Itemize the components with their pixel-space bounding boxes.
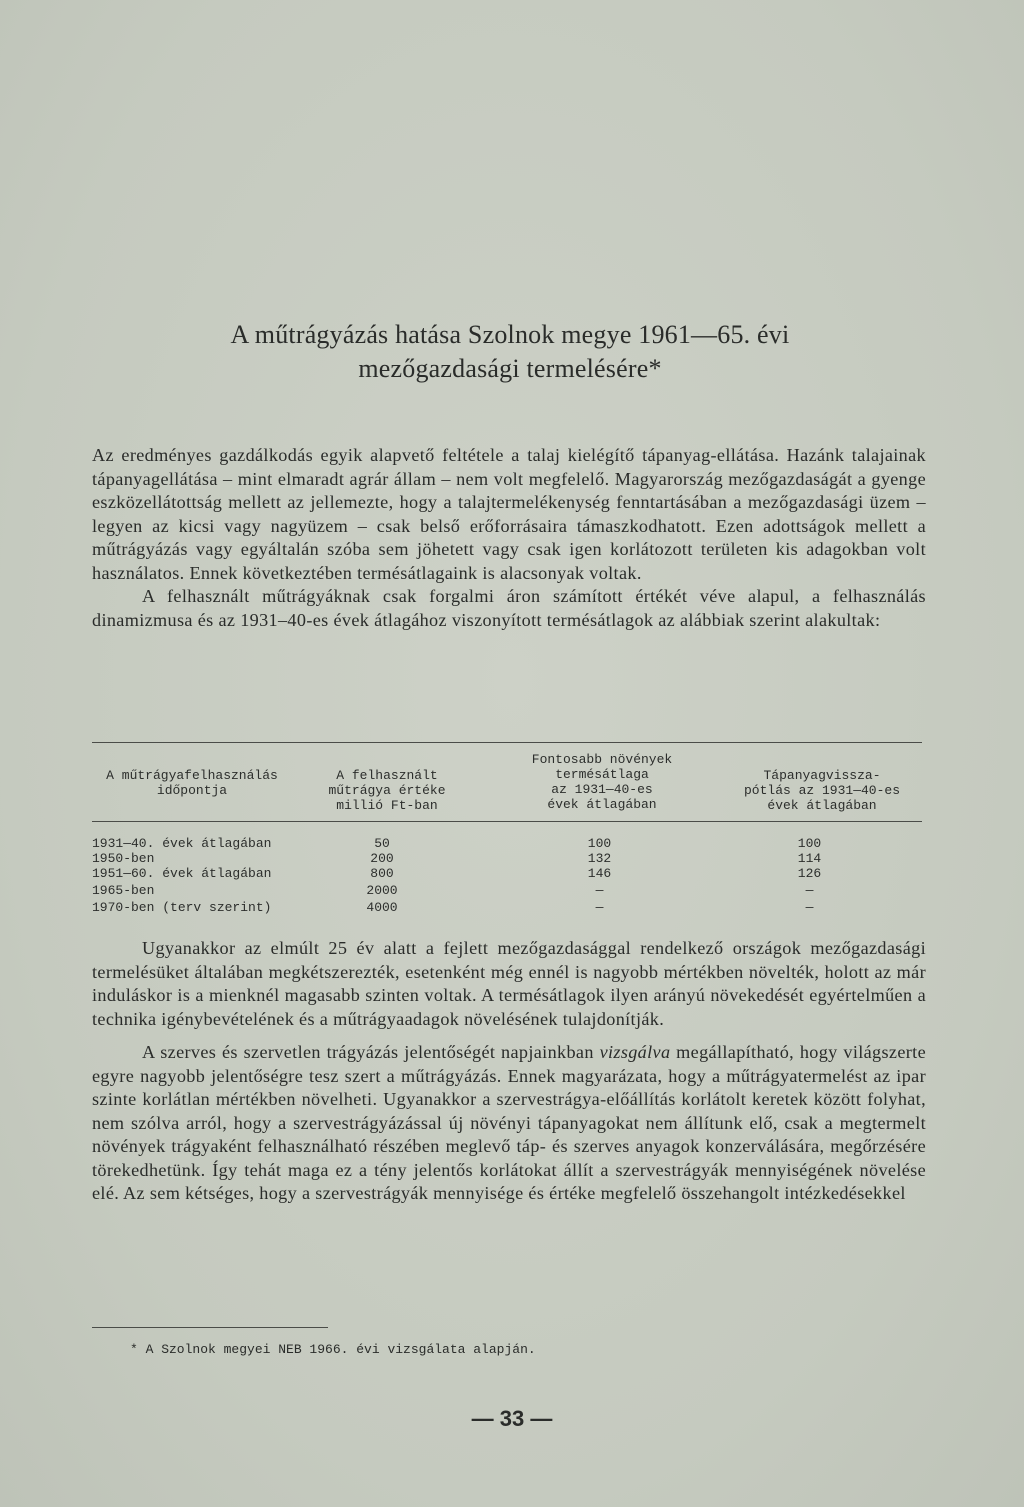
row-period: 1970-ben (terv szerint) [92,900,272,915]
row-yield: — [595,883,604,898]
table-row [92,900,922,915]
row-supply: 114 [797,851,822,866]
footnote: * A Szolnok megyei NEB 1966. évi vizsgálata alapján. [130,1342,536,1357]
header-yield-line-3: az 1931—40-es [551,782,653,797]
header-supply-line-2: pótlás az 1931—40-es [743,783,901,798]
table-header-yield [512,752,692,812]
row-supply: 126 [797,866,822,881]
article-title [90,318,930,386]
header-supply-line-3: évek átlagában [767,798,877,813]
row-period: 1931—40. évek átlagában [92,836,272,851]
title-line-2: mezőgazdasági termelésére* [358,354,662,383]
header-value-line-1: A felhasznált [336,768,438,783]
row-supply: — [805,883,814,898]
table-header-period [92,768,292,798]
body-paragraph-2 [92,1041,926,1206]
row-period: 1951—60. évek átlagában [92,866,272,881]
row-value: 4000 [366,900,398,915]
table-row [92,836,922,851]
header-period-line-2: időpontja [156,783,228,798]
table-row [92,851,922,866]
row-value: 50 [374,836,390,851]
header-period-line-1: A műtrágyafelhasználás [106,768,278,783]
table-top-rule [92,742,922,743]
table-header-rule [92,821,922,822]
row-yield: 132 [587,851,612,866]
row-period: 1950-ben [92,851,155,866]
page-number: — 33 — [471,1406,553,1431]
header-yield-line-4: évek átlagában [547,797,657,812]
header-yield-line-2: termésátlaga [555,767,649,782]
header-supply-line-1: Tápanyagvissza- [763,768,881,783]
body-paragraph-2-rest: megállapítható, hogy világszerte egyre nagyobb jelentőségre tesz szert a műtrágyázás. Ennek magyarázata, hogy a műtrágyatermelést az ipar szinte korlátlan mértékben növelheti. Ugyanakkor a szervestrágya-előállítás korlátolt keretek között folyhat, nem szólva arról, hogy a szervestrágyázással új növényi tápanyagokat nem állítunk elő, csak a megtermelt növények trágyaként felhasználható részében meglevő táp- és szerves anyagok konzerválására, megőrzésére törekedhetünk. Így tehát maga ez a tény jelentős korlátokat állít a szervestrágyák mennyiségének növelése elé. Az sem kétséges, hogy a szervestrágyák mennyisége és értéke megfelelő összehangolt intézkedésekkel [92,1042,926,1203]
header-value-line-2: műtrágya értéke [328,783,446,798]
intro-paragraph-1: Az eredményes gazdálkodás egyik alapvető feltétele a talaj kielégítő tápanyag-ellátása. Hazánk talajainak tápanyagellátása – mint elmaradt agrár állam – nem volt megfelelő. Magyarország mezőgazdaságát a gyenge eszközellátottság mellett az jellemezte, hogy a talajtermelékenység fenntartásában a mezőgazdasági üzem – legyen az kicsi vagy nagyüzem – csak belső erőforrásaira támaszkodhatott. Ezen adottságok mellett a műtrágyázás vagy egyáltalán szóba sem jöhetett vagy csak igen korlátozott területen kis adagokban volt használatos. Ennek következtében termésátlagaink is alacsonyak voltak. [92,445,926,583]
body-section [92,937,926,1206]
table-header-supply [722,768,922,813]
header-value-line-3: millió Ft-ban [336,798,438,813]
intro-paragraph-2: A felhasznált műtrágyáknak csak forgalmi áron számított értékét véve alapul, a felhasználás dinamizmusa és az 1931–40-es évek átlagához viszonyított termésátlagok az alábbiak szerint alakultak: [92,586,926,630]
row-value: 2000 [366,883,398,898]
row-value: 200 [370,851,394,866]
table-row [92,866,922,881]
row-supply: 100 [797,836,822,851]
body-paragraph-1: Ugyanakkor az elmúlt 25 év alatt a fejlett mezőgazdasággal rendelkező országok mezőgazdasági termelésüket általában megkétszerezték, esetenként még ennél is nagyobb mértékben növelték, holott az már induláskor is a mienknél magasabb szinten voltak. A termésátlagok ilyen arányú növekedését egyértelműen a technika igénybevételének és a műtrágyaadagok növelésének tulajdonítják. [92,938,926,1029]
italic-word: vizsgálva [599,1042,671,1062]
row-yield: 100 [587,836,612,851]
row-yield: 146 [587,866,612,881]
table-row [92,883,922,898]
row-period: 1965-ben [92,883,155,898]
table-header-value [297,768,477,813]
body-paragraph-2-start: A szerves és szervetlen trágyázás jelentőségét napjainkban [142,1042,600,1062]
row-supply: — [805,900,814,915]
footnote-rule [92,1327,328,1328]
row-value: 800 [370,866,394,881]
title-line-1: A műtrágyázás hatása Szolnok megye 1961—65. évi [230,320,790,349]
intro-section [92,444,926,632]
row-yield: — [595,900,604,915]
header-yield-line-1: Fontosabb növények [531,752,673,767]
